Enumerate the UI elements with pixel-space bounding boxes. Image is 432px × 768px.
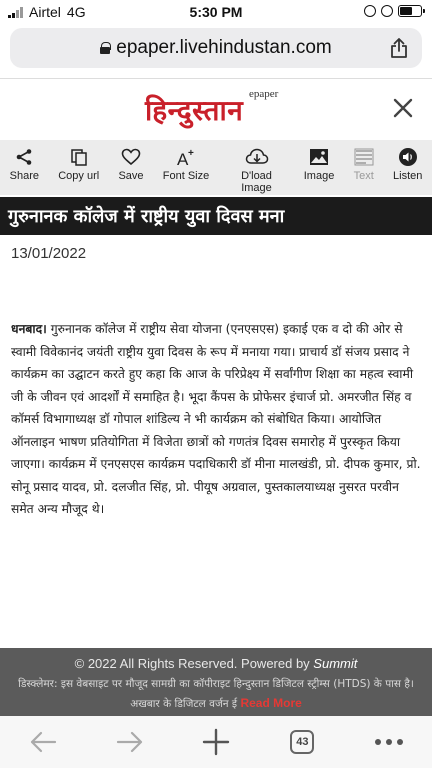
new-tab-button[interactable] bbox=[196, 722, 236, 762]
copy-icon bbox=[70, 146, 88, 168]
download-icon bbox=[245, 146, 269, 168]
url-display[interactable] bbox=[100, 37, 331, 59]
arrow-right-icon bbox=[116, 731, 144, 753]
copy-url-label: Copy url bbox=[58, 170, 100, 182]
image-label: Image bbox=[303, 170, 335, 182]
svg-text:A: A bbox=[177, 150, 189, 167]
status-right bbox=[364, 5, 422, 17]
disclaimer bbox=[0, 675, 432, 714]
disclaimer-text: डिस्क्लेमर: इस वेबसाइट पर मौजूद सामग्री का कॉपीराइट हिन्दुस्तान डिजिटल स्ट्रीम्स (HTDS) के पास है। अखबार के डिजिटल वर्जन ई bbox=[18, 678, 414, 710]
carrier-name: Airtel bbox=[29, 4, 61, 20]
more-menu-button[interactable] bbox=[369, 722, 409, 762]
site-footer bbox=[0, 648, 432, 716]
speaker-icon bbox=[398, 146, 418, 168]
listen-label: Listen bbox=[393, 170, 423, 182]
copyright-text bbox=[0, 656, 432, 671]
text-button[interactable] bbox=[354, 146, 374, 182]
image-button[interactable] bbox=[304, 146, 335, 182]
site-header bbox=[0, 78, 432, 140]
logo-epaper-label: epaper bbox=[249, 88, 279, 100]
network-type: 4G bbox=[66, 4, 86, 20]
listen-button[interactable] bbox=[393, 146, 422, 182]
download-image-label: D'load Image bbox=[241, 170, 272, 194]
share-label: Share bbox=[9, 170, 39, 182]
article-body bbox=[11, 318, 425, 521]
font-size-label: Font Size bbox=[162, 170, 210, 182]
status-bar bbox=[0, 0, 432, 24]
article-date: 13/01/2022 bbox=[11, 245, 87, 262]
text-label: Text bbox=[353, 170, 374, 182]
rotation-lock-icon bbox=[364, 5, 376, 17]
plus-icon bbox=[202, 728, 230, 756]
battery-icon bbox=[398, 5, 422, 17]
address-bar[interactable] bbox=[10, 28, 422, 68]
powered-by-link[interactable]: Summit bbox=[313, 656, 358, 671]
more-dots-icon bbox=[374, 738, 404, 746]
share-button[interactable] bbox=[10, 146, 39, 182]
image-icon bbox=[309, 146, 329, 168]
read-more-link[interactable]: Read More bbox=[240, 696, 302, 710]
save-label: Save bbox=[118, 170, 144, 182]
font-size-icon bbox=[176, 146, 196, 168]
tabs-button[interactable] bbox=[282, 722, 322, 762]
article-text: गुरुनानक कॉलेज में राष्ट्रीय सेवा योजना (एनएसएस) इकाई एक व दो की ओर से स्वामी विवेकानंद जयंती राष्ट्रीय युवा दिवस के रूप में मनाया गया। प्राचार्य डॉ संजय प्रसाद ने कार्यक्रम का उद्घाटन करते हुए कहा कि आज के परिप्रेक्ष्य में सर्वांगीण शिक्षा का महत्व स्वामी जी के जीवन एवं आदर्शों में समाहित है। भूदा कैंपस के प्रोफेसर इंचार्ज प्रो. अमरजीत सिंह व कॉमर्स विभागाध्यक्ष डॉ गोपाल शांडिल्य ने भी कार्यक्रम को संबोधित किया। आयोजित ऑनलाइन भाषण प्रतियोगिता में विजेता छात्रों को गणतंत्र दिवस समारोह में पुरस्कृत किया जाएगा। कार्यक्रम में एनएसएस कार्यक्रम पदाधिकारी डॉ मीना मालखंडी, प्रो. दीपक कुमार, प्रो. सोनू प्रसाद यादव, प्रो. दलजीत सिंह, प्रो. पीयूष अग्रवाल, पुस्तकालयाध्यक्ष नुसरत परवीन समेत अन्य मौजूद थे। bbox=[11, 322, 421, 516]
article-dateline: धनबाद। bbox=[11, 322, 47, 336]
browser-bottom-bar bbox=[0, 716, 432, 768]
site-logo[interactable] bbox=[145, 91, 243, 129]
logo-text: हिन्दुस्तान bbox=[145, 94, 244, 127]
close-icon[interactable] bbox=[392, 97, 414, 119]
svg-text:+: + bbox=[188, 148, 194, 159]
clock: 5:30 PM bbox=[189, 4, 243, 20]
forward-button[interactable] bbox=[110, 722, 150, 762]
copyright-label: © 2022 All Rights Reserved. Powered by bbox=[74, 656, 314, 671]
back-button[interactable] bbox=[23, 722, 63, 762]
article-toolbar bbox=[0, 140, 432, 195]
lock-icon bbox=[100, 42, 110, 54]
article-headline: गुरुनानक कॉलेज में राष्ट्रीय युवा दिवस मना bbox=[0, 197, 432, 235]
text-icon bbox=[354, 146, 374, 168]
share-icon bbox=[15, 146, 33, 168]
arrow-left-icon bbox=[29, 731, 57, 753]
copy-url-button[interactable] bbox=[58, 146, 99, 182]
save-button[interactable] bbox=[118, 146, 143, 182]
share-icon[interactable] bbox=[390, 37, 408, 59]
download-image-button[interactable] bbox=[229, 146, 285, 194]
url-text: epaper.livehindustan.com bbox=[116, 37, 332, 58]
alarm-icon bbox=[381, 5, 393, 17]
heart-icon bbox=[121, 146, 141, 168]
font-size-button[interactable] bbox=[163, 146, 209, 182]
tabs-count: 43 bbox=[290, 730, 314, 754]
